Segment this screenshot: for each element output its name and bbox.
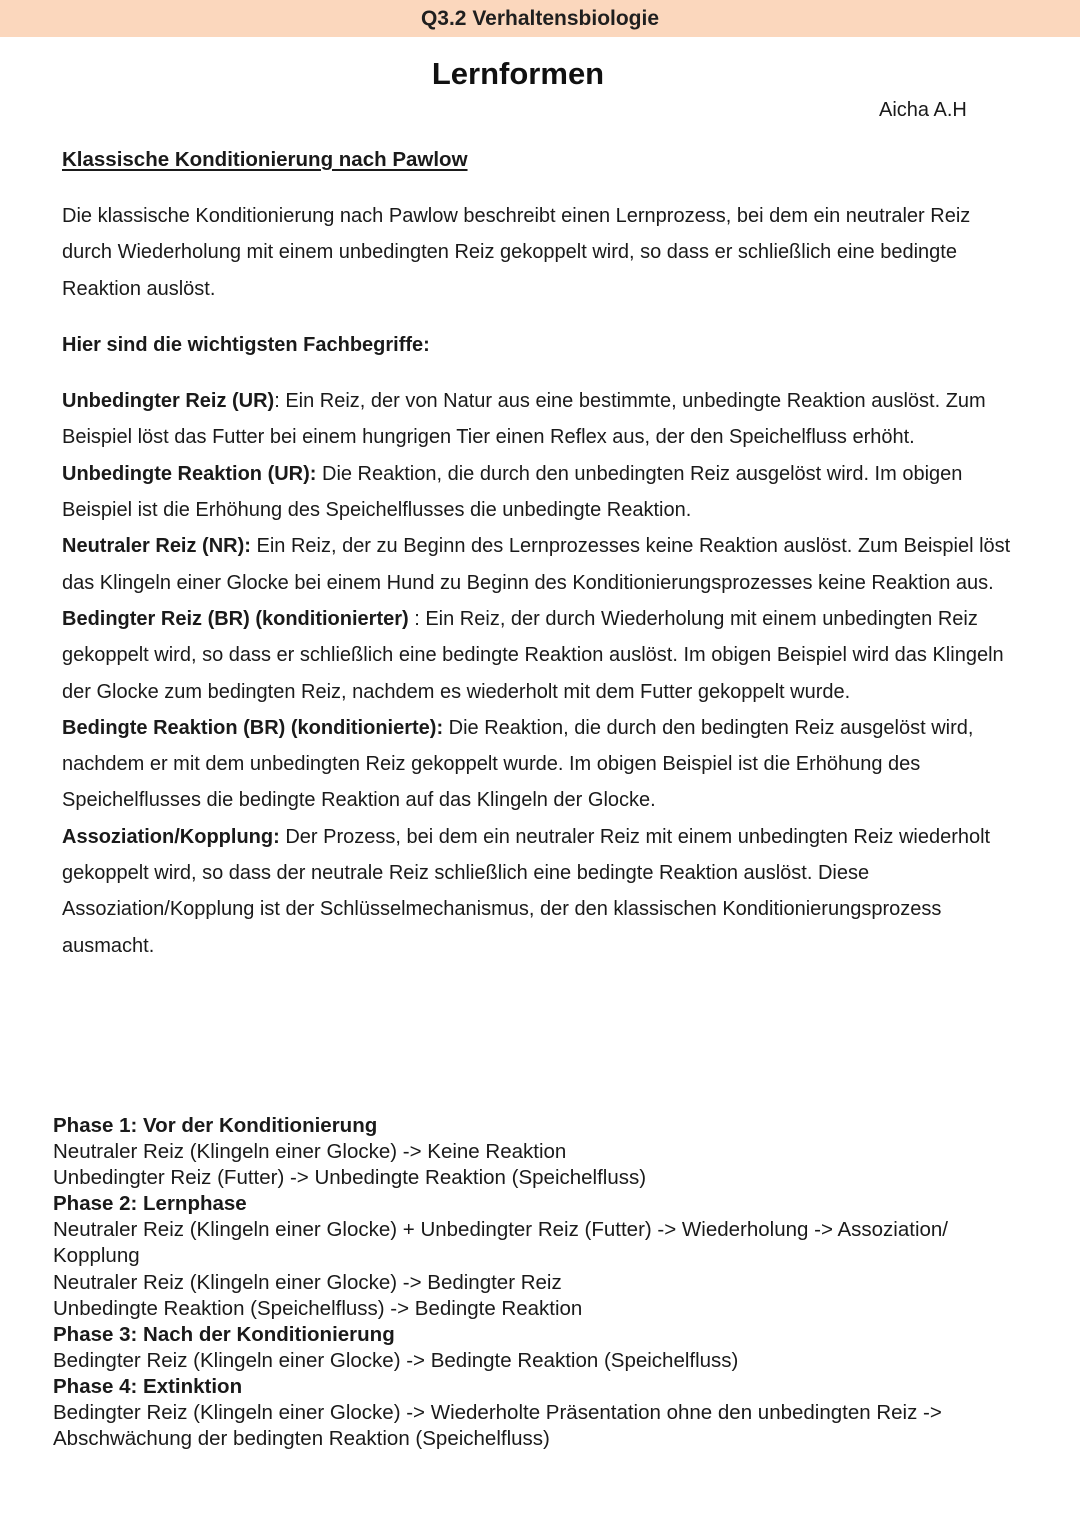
page-title: Lernformen bbox=[431, 56, 605, 91]
phase-line: Bedingter Reiz (Klingeln einer Glocke) -> Wiederholte Präsentation ohne den unbedingten Reiz -> Abschwächung der bedingten Reaktion (Speichelfluss) bbox=[53, 1401, 942, 1451]
term-text: Die Reaktion, die durch den unbedingten Reiz ausgelöst wird. Im obigen Beispiel ist die Erhöhung des Speichelflusses die unbedingte Reaktion. bbox=[62, 462, 963, 522]
course-title: Q3.2 Verhaltensbiologie bbox=[420, 7, 660, 30]
phase-title: Phase 3: Nach der Konditionierung bbox=[53, 1322, 395, 1346]
phase-line: Unbedingter Reiz (Futter) -> Unbedingte Reaktion (Speichelfluss) bbox=[53, 1166, 647, 1190]
term-definition bbox=[62, 819, 1022, 964]
term-label: Unbedingter Reiz (UR) bbox=[62, 390, 275, 413]
phase-title: Phase 1: Vor der Konditionierung bbox=[53, 1114, 378, 1137]
phases-section bbox=[53, 1113, 1033, 1452]
terms-heading: Hier sind die wichtigsten Fachbegriffe: bbox=[62, 333, 430, 356]
main-content bbox=[62, 198, 1022, 964]
phase-title: Phase 2: Lernphase bbox=[53, 1192, 247, 1216]
term-text: : Ein Reiz, der durch Wiederholung mit einem unbedingten Reiz gekoppelt wird, so dass er schließlich eine bedingte Reaktion auslöst. Im obigen Beispiel wird das Klingeln der Glocke zum bedingten Reiz, nachdem es wiederholt mit dem Futter gekoppelt wurde. bbox=[62, 607, 1004, 703]
term-text: : Ein Reiz, der von Natur aus eine bestimmte, unbedingte Reaktion auslöst. Zum Beispiel löst das Futter bei einem hungrigen Tier einen Reflex aus, der den Speichelfluss erhöht. bbox=[62, 390, 986, 449]
term-text: Der Prozess, bei dem ein neutraler Reiz mit einem unbedingten Reiz wiederholt gekoppelt wird, so dass der neutrale Reiz schließlich eine bedingte Reaktion auslöst. Diese Assoziation/Kopplung ist der Schlüsselmechanismus, der den klassischen Konditionierungsprozess ausmacht. bbox=[62, 825, 991, 957]
phase-title: Phase 4: Extinktion bbox=[53, 1374, 243, 1398]
phase-line: Unbedingte Reaktion (Speichelfluss) -> Bedingte Reaktion bbox=[53, 1296, 583, 1320]
term-label: Unbedingte Reaktion (UR): bbox=[62, 462, 317, 485]
term-definition bbox=[62, 528, 1022, 601]
term-text: Die Reaktion, die durch den bedingten Reiz ausgelöst wird, nachdem er mit dem unbedingten Reiz gekoppelt wurde. Im obigen Beispiel ist die Erhöhung des Speichelflusses die bedingte Reaktion auf das Klingeln der Glocke. bbox=[62, 716, 974, 812]
term-definition bbox=[62, 456, 1022, 529]
course-header-bar bbox=[0, 0, 1080, 37]
phase-line: Bedingter Reiz (Klingeln einer Glocke) -> Bedingte Reaktion (Speichelfluss) bbox=[53, 1348, 739, 1372]
term-label: Bedingte Reaktion (BR) (konditionierte): bbox=[62, 716, 444, 739]
phase-line: Neutraler Reiz (Klingeln einer Glocke) -> Keine Reaktion bbox=[53, 1140, 567, 1164]
term-label: Assoziation/Kopplung: bbox=[62, 825, 280, 848]
author-name: Aicha A.H bbox=[879, 99, 967, 121]
term-label: Bedingter Reiz (BR) (konditionierter) bbox=[62, 607, 409, 630]
phase-line: Neutraler Reiz (Klingeln einer Glocke) -> Bedingter Reiz bbox=[53, 1270, 562, 1294]
term-text: Ein Reiz, der zu Beginn des Lernprozesses keine Reaktion auslöst. Zum Beispiel löst das Klingeln einer Glocke bei einem Hund zu Beginn des Konditionierungsprozesses keine Reaktion aus. bbox=[62, 535, 1011, 594]
section-heading: Klassische Konditionierung nach Pawlow bbox=[62, 148, 468, 171]
term-definition bbox=[62, 383, 1022, 456]
term-label: Neutraler Reiz (NR): bbox=[62, 535, 251, 558]
term-definition bbox=[62, 710, 1022, 819]
term-definition bbox=[62, 601, 1022, 710]
intro-paragraph: Die klassische Konditionierung nach Pawlow beschreibt einen Lernprozess, bei dem ein neutraler Reiz durch Wiederholung mit einem unbedingten Reiz gekoppelt wird, so dass er schließlich eine bedingte Reaktion auslöst. bbox=[62, 205, 971, 300]
phase-line: Neutraler Reiz (Klingeln einer Glocke) + Unbedingter Reiz (Futter) -> Wiederholung -> Assoziation/ Kopplung bbox=[53, 1218, 949, 1268]
